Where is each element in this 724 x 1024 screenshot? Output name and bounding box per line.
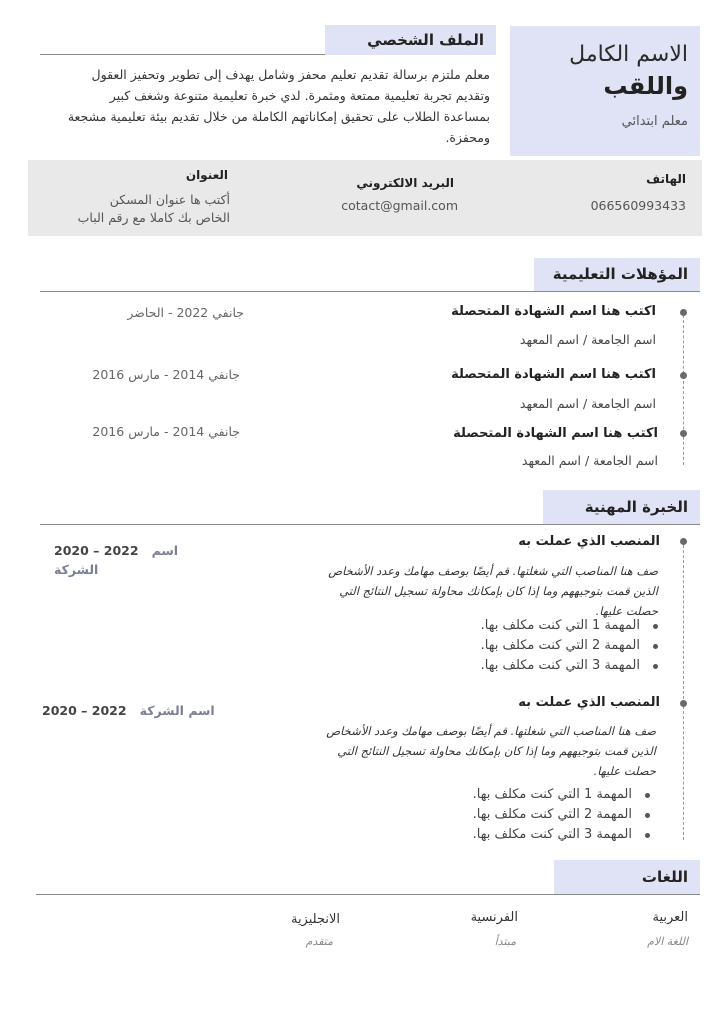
experience-company: اسم الشركة	[54, 543, 179, 577]
profile-heading: الملف الشخصي	[325, 25, 496, 55]
experience-timeline	[683, 540, 684, 840]
education-date: جانفي 2014 - مارس 2016	[92, 367, 240, 382]
language-level: مبتدأ	[494, 935, 516, 948]
education-degree: اكتب هنا اسم الشهادة المتحصلة	[451, 304, 656, 319]
job-title: معلم ابتدائي	[621, 114, 688, 129]
language-level: اللغة الام	[647, 935, 688, 948]
languages-heading: اللغات	[554, 860, 700, 894]
experience-description: صف هنا المناصب التي شغلتها. قم أيضًا بوصف مهامك وعدد الأشخاص الذين قمت بتوجيههم وما إذا كان بإمكانك محاولة تسجيل النتائج التي حصلت عليها.	[326, 724, 656, 778]
experience-meta	[42, 700, 222, 719]
language-name: الفرنسية	[470, 910, 518, 925]
timeline-dot	[680, 538, 687, 545]
education-school: اسم الجامعة / اسم المعهد	[519, 396, 656, 411]
email-label: البريد الالكتروني	[356, 176, 454, 190]
profile-text: معلم ملتزم برسالة تقديم تعليم محفز وشامل يهدف إلى تطوير وتحفيز العقول وتقديم تجربة تعليمية ممتعة ومثمرة. لدي خبرة تعليمية متنوعة وشغف كبير بمساعدة الطلاب على تحقيق إمكاناتهم الكاملة من خلال تقديم بيئة تعليمية مشجعة ومحفزة.	[67, 67, 490, 145]
full-name-line2: واللقب	[603, 72, 688, 100]
education-date: جانفي 2022 - الحاضر	[127, 305, 244, 320]
experience-company: اسم الشركة	[139, 703, 215, 718]
education-degree: اكتب هنا اسم الشهادة المتحصلة	[453, 426, 658, 441]
task-item: المهمة 1 التي كنت مكلف بها.	[354, 785, 654, 805]
education-degree: اكتب هنا اسم الشهادة المتحصلة	[451, 367, 656, 382]
address-line1: أكتب ها عنوان المسكن	[109, 192, 230, 207]
education-heading: المؤهلات التعليمية	[534, 258, 700, 291]
experience-tasks	[362, 616, 662, 676]
name-block	[510, 26, 700, 156]
timeline-dot	[680, 372, 687, 379]
email-value[interactable]: cotact@gmail.com	[341, 198, 458, 213]
task-item: المهمة 3 التي كنت مكلف بها.	[362, 656, 662, 676]
timeline-dot	[680, 309, 687, 316]
task-item: المهمة 2 التي كنت مكلف بها.	[362, 636, 662, 656]
experience-meta	[54, 540, 224, 578]
education-timeline	[683, 310, 684, 465]
contact-bar	[28, 160, 702, 236]
experience-position: المنصب الذي عملت به	[518, 695, 660, 710]
experience-position: المنصب الذي عملت به	[518, 534, 660, 549]
education-date: جانفي 2014 - مارس 2016	[92, 424, 240, 439]
task-item: المهمة 1 التي كنت مكلف بها.	[362, 616, 662, 636]
experience-tasks	[354, 785, 654, 845]
experience-divider	[40, 524, 700, 525]
education-school: اسم الجامعة / اسم المعهد	[521, 453, 658, 468]
language-level: متقدم	[305, 935, 333, 948]
language-name: الانجليزية	[290, 912, 340, 927]
language-name: العربية	[652, 910, 688, 925]
education-divider	[40, 291, 700, 292]
full-name-line1: الاسم الكامل	[569, 42, 688, 67]
experience-years: 2020 – 2022	[42, 703, 127, 718]
languages-divider	[36, 894, 700, 895]
timeline-dot	[680, 430, 687, 437]
phone-value: 066560993433	[590, 198, 686, 213]
task-item: المهمة 2 التي كنت مكلف بها.	[354, 805, 654, 825]
phone-label: الهاتف	[646, 172, 686, 186]
timeline-dot	[680, 700, 687, 707]
experience-heading: الخبرة المهنية	[543, 490, 700, 524]
education-school: اسم الجامعة / اسم المعهد	[519, 332, 656, 347]
address-label: العنوان	[185, 168, 228, 182]
experience-years: 2020 – 2022	[54, 543, 139, 558]
experience-description: صف هنا المناصب التي شغلتها. قم أيضًا بوصف مهامك وعدد الأشخاص الذين قمت بتوجيههم وما إذا كان بإمكانك محاولة تسجيل النتائج التي حصلت عليها.	[328, 564, 658, 618]
task-item: المهمة 3 التي كنت مكلف بها.	[354, 825, 654, 845]
address-line2: الخاص بك كاملا مع رقم الباب	[77, 210, 230, 225]
